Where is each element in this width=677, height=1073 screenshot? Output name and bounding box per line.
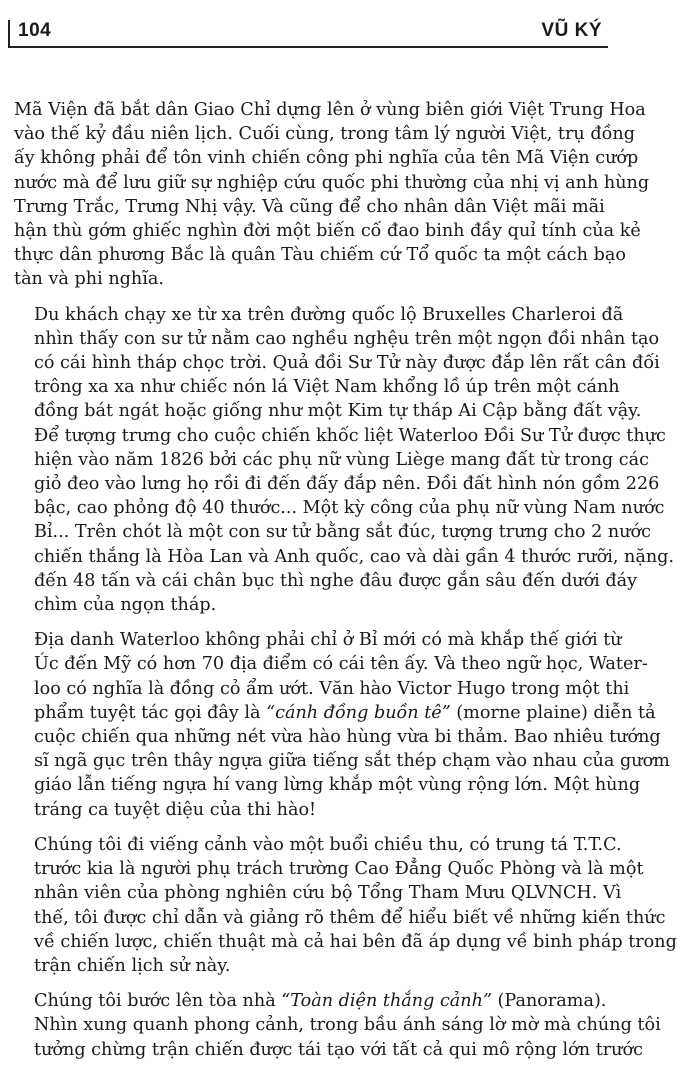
text-line: giỏ đeo vào lưng họ rồi đi đến đấy đắp nên. Đồi đất hình nón gồm 226 bbox=[34, 474, 660, 495]
text-line: trận chiến lịch sử này. bbox=[34, 955, 231, 976]
page-header bbox=[8, 20, 608, 48]
text-line: trông xa xa như chiếc nón lá Việt Nam khổng lồ úp trên một cánh bbox=[34, 377, 620, 398]
text-line: nước mà để lưu giữ sự nghiệp cứu quốc phi thường của nhị vị anh hùng bbox=[14, 172, 650, 193]
quoted-title: “Toàn diện thắng cảnh” bbox=[281, 991, 492, 1012]
text-line: giáo lẫn tiếng ngựa hí vang lừng khắp một vùng rộng lớn. Một hùng bbox=[34, 775, 641, 796]
text-line: Chúng tôi đi viếng cảnh vào một buổi chiều thu, có trung tá T.T.C. bbox=[34, 834, 622, 855]
paragraph bbox=[14, 833, 677, 978]
text-line bbox=[14, 701, 656, 725]
text-line: loo có nghĩa là đồng cỏ ẩm ướt. Văn hào Victor Hugo trong một thi bbox=[34, 678, 630, 699]
text-line: Bỉ... Trên chót là một con sư tử bằng sắt đúc, tượng trưng cho 2 nước bbox=[34, 522, 652, 543]
text-line: thực dân phương Bắc là quân Tàu chiếm cứ Tổ quốc ta một cách bạo bbox=[14, 245, 626, 266]
body-text bbox=[14, 98, 677, 1073]
quoted-title: “cánh đồng buồn tê” bbox=[266, 702, 451, 723]
text-line: tưởng chừng trận chiến được tái tạo với tất cả qui mô rộng lớn trước bbox=[34, 1039, 643, 1060]
text-run: phẩm tuyệt tác gọi đây là bbox=[34, 702, 267, 723]
text-line: ấy không phải để tôn vinh chiến công phi nghĩa của tên Mã Viện cướp bbox=[14, 148, 639, 169]
paragraph bbox=[14, 98, 650, 292]
text-line: trước kia là người phụ trách trường Cao Đẳng Quốc Phòng và là một bbox=[34, 859, 644, 880]
text-line: có cái hình tháp chọc trời. Quả đồi Sư Tử này được đắp lên rất cân đối bbox=[34, 353, 660, 374]
text-line: tráng ca tuyệt diệu của thi hào! bbox=[34, 799, 317, 820]
text-line: về chiến lược, chiến thuật mà cả hai bên đã áp dụng về binh pháp trong bbox=[34, 931, 677, 952]
page-number: 104 bbox=[18, 20, 52, 41]
text-line: Úc đến Mỹ có hơn 70 địa điểm có cái tên ấy. Và theo ngữ học, Water- bbox=[34, 654, 648, 675]
text-run: (Panorama). bbox=[491, 991, 607, 1012]
text-line: chiến thắng là Hòa Lan và Anh quốc, cao và dài gần 4 thước rưỡi, nặng. bbox=[34, 546, 675, 567]
paragraph bbox=[14, 989, 661, 1062]
text-line: sĩ ngã gục trên thây ngựa giữa tiếng sắt thép chạm vào nhau của gươm bbox=[34, 751, 670, 772]
paragraph bbox=[14, 303, 675, 618]
paragraph bbox=[14, 628, 670, 822]
text-run: Chúng tôi bước lên tòa nhà bbox=[34, 991, 282, 1012]
text-line: nhân viên của phòng nghiên cứu bộ Tổng Tham Mưu QLVNCH. Vì bbox=[34, 883, 622, 904]
text-line: hiện vào năm 1826 bởi các phụ nữ vùng Liège mang đất từ trong các bbox=[34, 449, 649, 470]
text-line: đồng bát ngát hoặc giống như một Kim tự tháp Ai Cập bằng đất vậy. bbox=[34, 401, 642, 422]
text-line: hận thù gớm ghiếc nghìn đời một biến cố đao binh đầy quỉ tính của kẻ bbox=[14, 221, 641, 242]
text-line: tàn và phi nghĩa. bbox=[14, 269, 164, 290]
text-line: Du khách chạy xe từ xa trên đường quốc lộ Bruxelles Charleroi đã bbox=[34, 304, 624, 325]
text-line: Để tượng trưng cho cuộc chiến khốc liệt Waterloo Đồi Sư Tử được thực bbox=[34, 425, 666, 446]
running-head: VŨ KÝ bbox=[541, 20, 602, 41]
text-line: vào thế kỷ đầu niên lịch. Cuối cùng, trong tâm lý người Việt, trụ đồng bbox=[14, 124, 635, 145]
text-line bbox=[14, 989, 607, 1013]
text-line: đến 48 tấn và cái chân bục thì nghe đâu được gắn sâu đến dưới đáy bbox=[34, 570, 638, 591]
text-line: cuộc chiến qua những nét vừa hào hùng vừa bi thảm. Bao nhiêu tướng bbox=[34, 727, 661, 748]
text-line: Trưng Trắc, Trưng Nhị vậy. Và cũng để cho nhân dân Việt mãi mãi bbox=[14, 196, 605, 217]
text-line: bậc, cao phỏng độ 40 thước... Một kỳ công của phụ nữ vùng Nam nước bbox=[34, 498, 665, 519]
text-line: Địa danh Waterloo không phải chỉ ở Bỉ mới có mà khắp thế giới từ bbox=[34, 630, 622, 651]
text-line: chìm của ngọn tháp. bbox=[34, 595, 217, 616]
text-line: Nhìn xung quanh phong cảnh, trong bầu ánh sáng lờ mờ mà chúng tôi bbox=[34, 1015, 661, 1036]
text-line: nhìn thấy con sư tử nằm cao nghều nghệu trên một ngọn đồi nhân tạo bbox=[34, 328, 660, 349]
text-line: Mã Viện đã bắt dân Giao Chỉ dựng lên ở vùng biên giới Việt Trung Hoa bbox=[14, 100, 646, 120]
text-line: thế, tôi được chỉ dẫn và giảng rõ thêm để hiểu biết về những kiến thức bbox=[34, 907, 666, 928]
text-run: (morne plaine) diễn tả bbox=[450, 702, 656, 723]
